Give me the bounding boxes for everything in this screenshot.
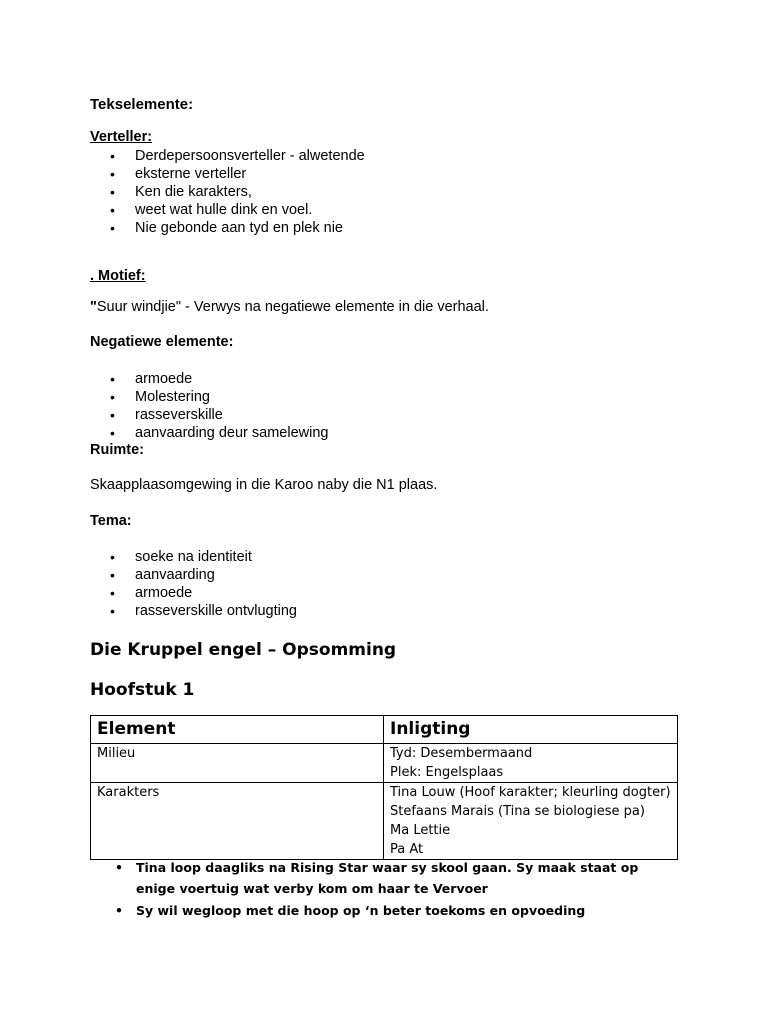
header-inligting: Inligting [384,716,678,744]
list-item: • armoede [90,584,690,602]
list-item: • Sy wil wegloop met die hoop op ‘n beter toekoms en opvoeding [90,900,680,921]
table-cell-info [384,744,678,783]
quote-mark: " [90,299,97,315]
cell-line: Stefaans Marais (Tina se biologiese pa) [390,804,645,819]
summary-title: Die Kruppel engel – Opsomming [90,640,397,660]
motief-body: Suur windjie" - Verwys na negatiewe elemente in die verhaal. [96,299,489,315]
list-item: • Tina loop daagliks na Rising Star waar sy skool gaan. Sy maak staat op enige voertuig wat verby kom om haar te Vervoer [90,857,680,899]
table-header-row [91,716,678,744]
table-cell-element: Karakters [91,783,384,860]
list-item: • soeke na identiteit [90,548,690,566]
summary-bullets [90,857,680,922]
table-row [91,744,678,783]
verteller-title: Verteller: [90,129,153,145]
chapter-title: Hoofstuk 1 [90,680,195,700]
cell-line: Ma Lettie [390,823,451,838]
motief-text [90,299,489,315]
list-item: • eksterne verteller [90,165,690,183]
negatiewe-title: Negatiewe elemente: [90,334,234,350]
list-item: • Derdepersoonsverteller - alwetende [90,147,690,165]
cell-line: Plek: Engelsplaas [390,765,504,780]
cell-line: Tina Louw (Hoof karakter; kleurling dogter) [390,785,671,800]
table-cell-info [384,783,678,860]
list-item: • rasseverskille [90,406,690,424]
list-item: • Nie gebonde aan tyd en plek nie [90,219,690,237]
list-item: • Ken die karakters, [90,183,690,201]
list-item: • aanvaarding [90,566,690,584]
list-item: • armoede [90,370,690,388]
page-heading: Tekselemente: [90,96,194,113]
verteller-list [90,147,690,237]
list-item: • Molestering [90,388,690,406]
ruimte-title: Ruimte: [90,442,144,458]
list-item: • weet wat hulle dink en voel. [90,201,690,219]
tema-title: Tema: [90,513,132,529]
table-row [91,783,678,860]
cell-line: Tyd: Desembermaand [390,746,533,761]
tema-list [90,548,690,620]
cell-line: Pa At [390,842,424,857]
header-element: Element [91,716,384,744]
motief-title: . Motief: [90,268,146,284]
list-item: • aanvaarding deur samelewing [90,424,690,442]
table-cell-element: Milieu [91,744,384,783]
negatiewe-list [90,370,690,442]
info-table [90,715,678,860]
ruimte-text: Skaapplaasomgewing in die Karoo naby die N1 plaas. [90,477,438,493]
list-item: • rasseverskille ontvlugting [90,602,690,620]
